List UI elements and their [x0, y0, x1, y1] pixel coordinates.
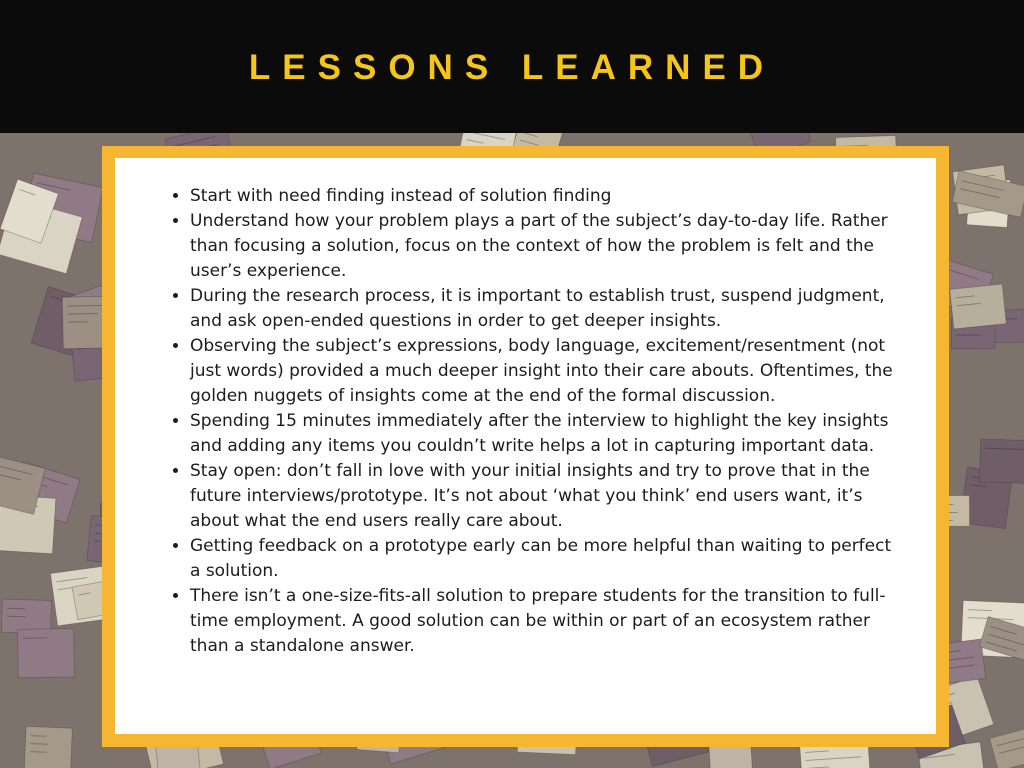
- sticky-note: [950, 284, 1006, 329]
- lesson-item: • Getting feedback on a prototype early can be more helpful than waiting to perfect a solution.: [190, 534, 902, 584]
- lesson-item: • Stay open: don’t fall in love with your initial insights and try to prove that in the future interviews/prototype. It’s not about ‘what you think’ end users want, it’s about what the end users really care about.: [190, 459, 902, 534]
- lessons-list: [170, 184, 902, 659]
- sticky-note: [1, 599, 51, 633]
- lesson-item: • Start with need finding instead of solution finding: [190, 184, 902, 209]
- lesson-item: • Understand how your problem plays a part of the subject’s day-to-day life. Rather than focusing a solution, focus on the context of how the problem is felt and the user’s experience.: [190, 209, 902, 284]
- lesson-item: • Spending 15 minutes immediately after the interview to highlight the key insights and adding any items you couldn’t write helps a lot in capturing important data.: [190, 409, 902, 459]
- lesson-item: • There isn’t a one-size-fits-all solution to prepare students for the transition to full-time employment. A good solution can be within or part of an ecosystem rather than a standalone answer.: [190, 584, 902, 659]
- sticky-note: [990, 725, 1024, 768]
- page-title: LESSONS LEARNED: [248, 48, 776, 87]
- sticky-note: [980, 439, 1024, 484]
- lesson-item: • During the research process, it is important to establish trust, suspend judgment, and ask open-ended questions in order to get deeper insights.: [190, 284, 902, 334]
- sticky-note: [18, 628, 75, 677]
- lesson-item: • Observing the subject’s expressions, body language, excitement/resentment (not just words) provided a much deeper insight into their care abouts. Oftentimes, the golden nuggets of insights come at the end of the formal discussion.: [190, 334, 902, 409]
- sticky-note: [24, 726, 73, 768]
